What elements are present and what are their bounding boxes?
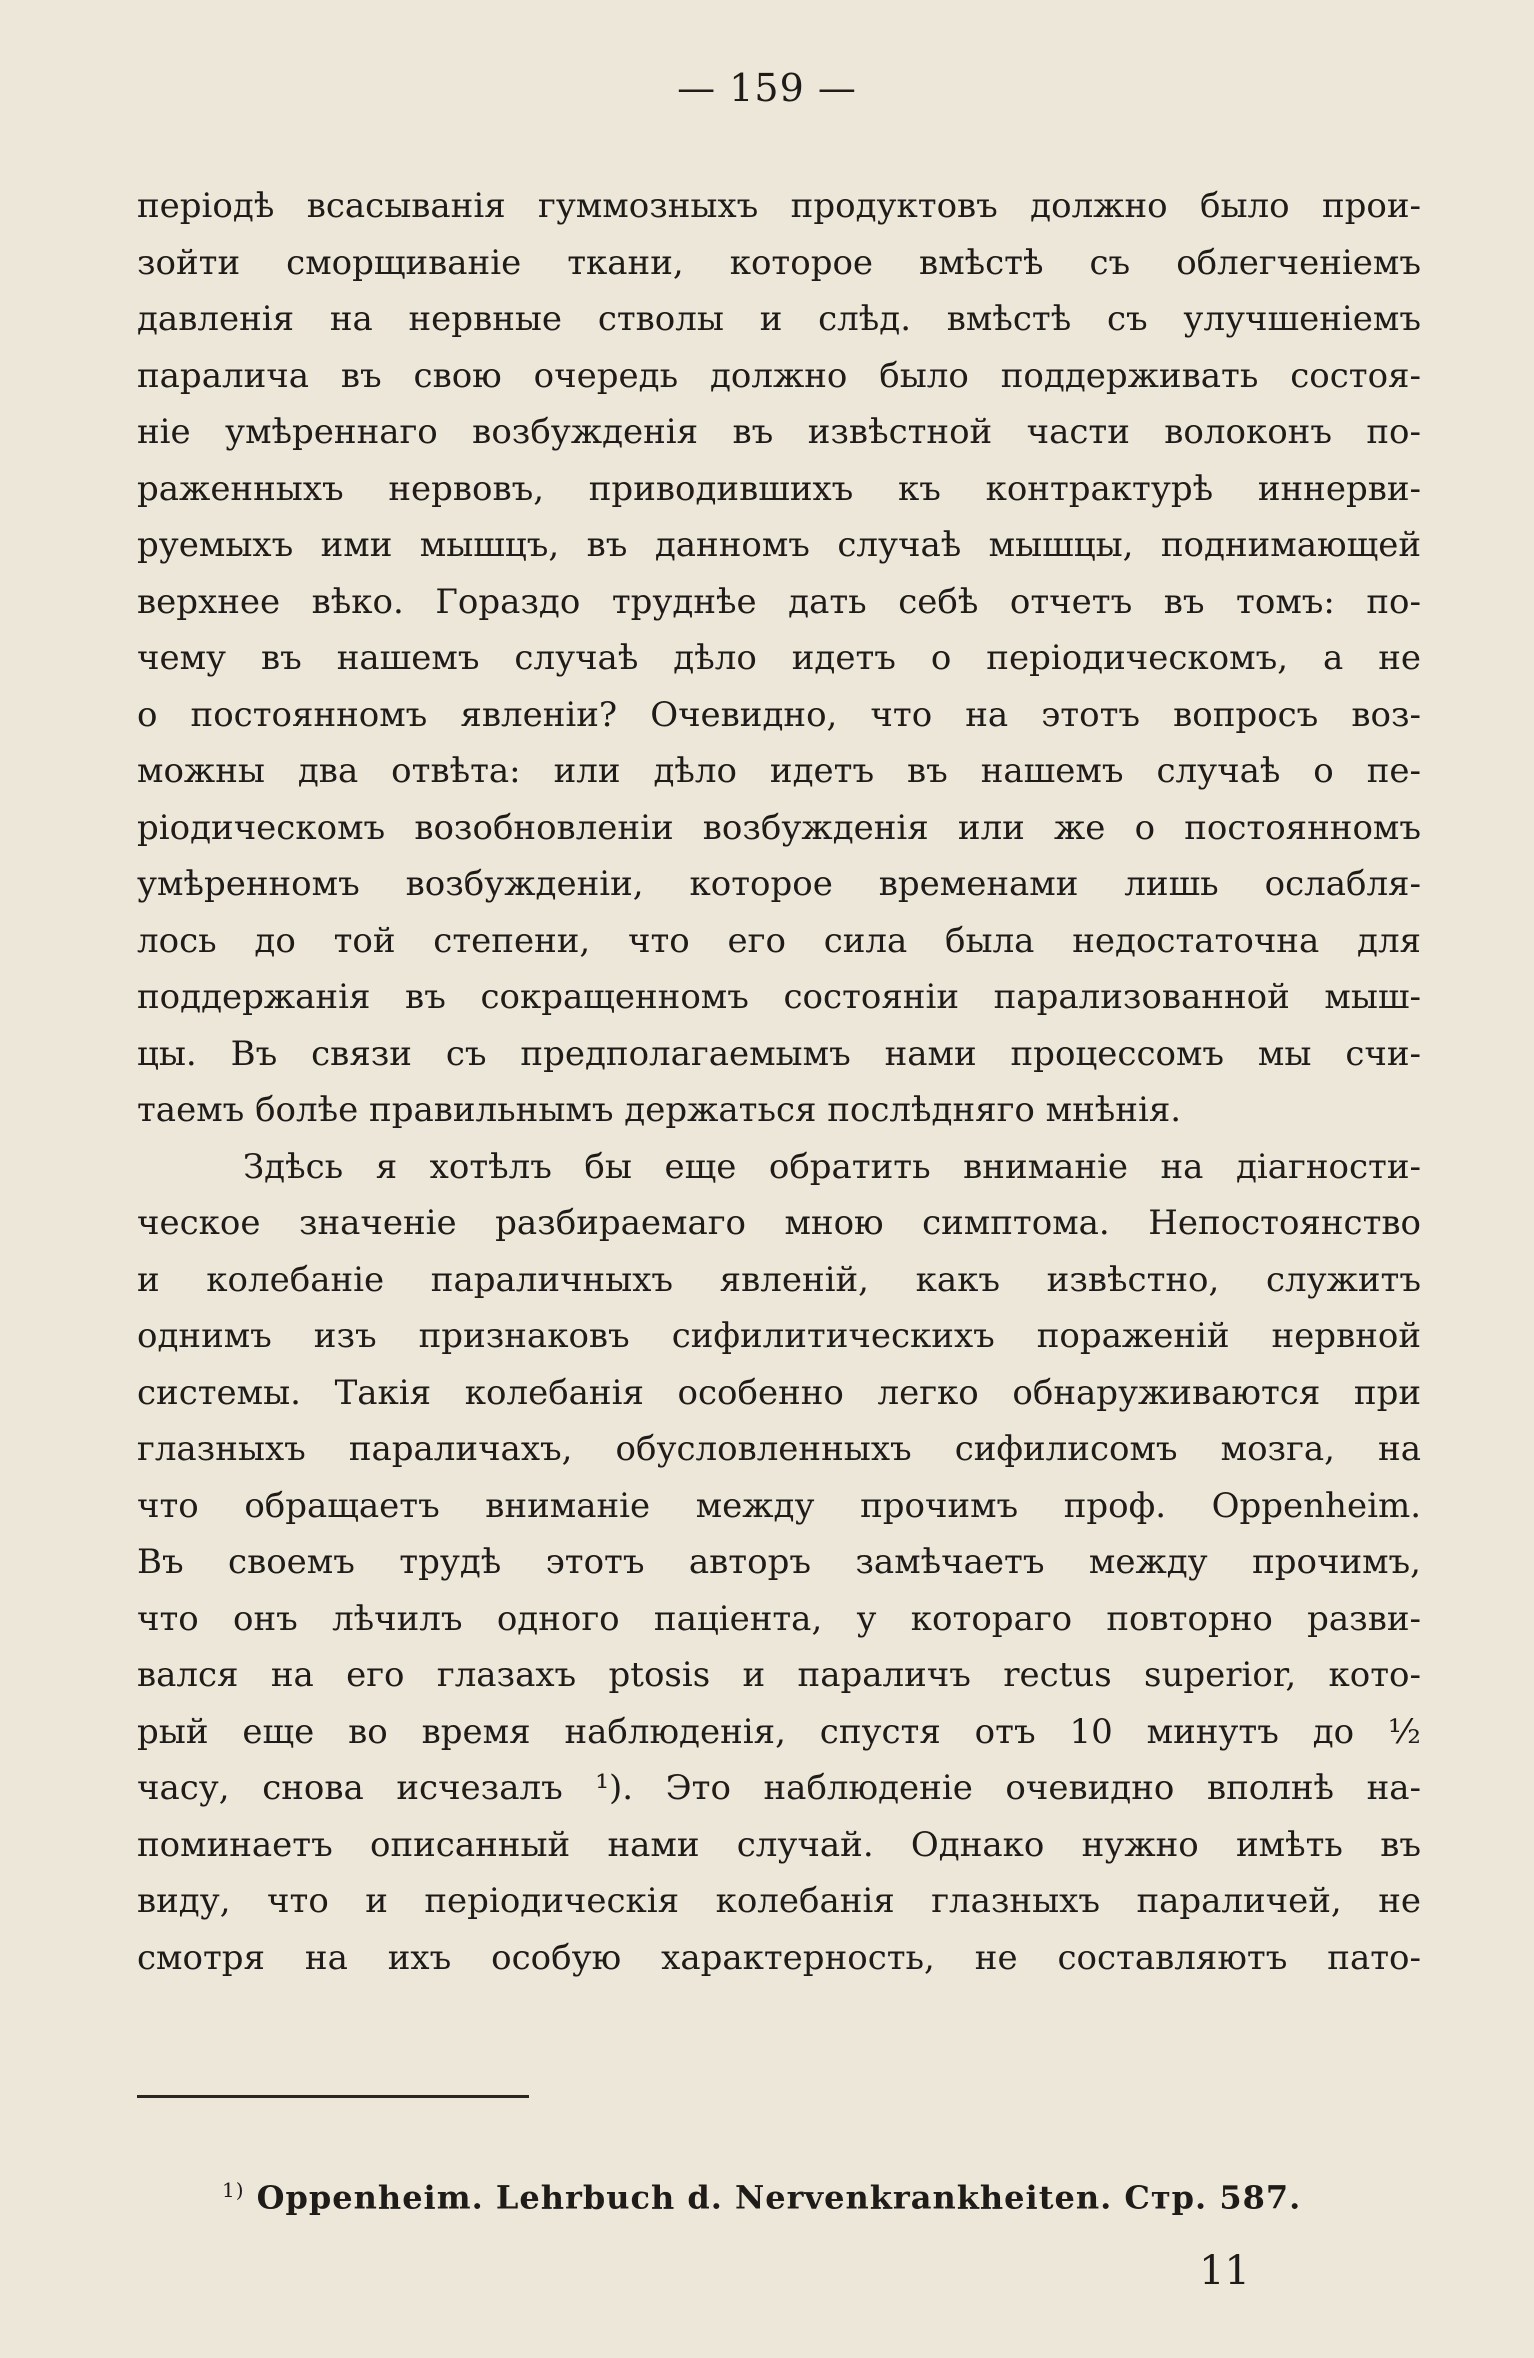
text-line: о постоянномъ явленіи? Очевидно, что на этотъ вопросъ воз- <box>137 694 1421 735</box>
paragraph-2 <box>137 1139 1421 1987</box>
signature-mark: 11 <box>1199 2248 1250 2294</box>
text-line: виду, что и періодическія колебанія глазныхъ параличей, не <box>137 1881 1421 1921</box>
text-line: вался на его глазахъ ptosis и параличъ rectus superior, кото- <box>137 1655 1421 1695</box>
text-line: что онъ лѣчилъ одного паціента, у котораго повторно разви- <box>137 1598 1421 1639</box>
text-line: раженныхъ нервовъ, приводившихъ къ контрактурѣ иннерви- <box>137 468 1421 509</box>
text-line: поминаетъ описанный нами случай. Однако нужно имѣть въ <box>137 1824 1421 1865</box>
footnote <box>222 2178 1301 2217</box>
text-line: зойти сморщиваніе ткани, которое вмѣстѣ съ облегченіемъ <box>137 242 1421 283</box>
text-line: поддержанія въ сокращенномъ состояніи парализованной мыш- <box>137 977 1421 1017</box>
footnote-marker: 1) <box>222 2178 245 2202</box>
text-line: Въ своемъ трудѣ этотъ авторъ замѣчаетъ между прочимъ, <box>137 1542 1421 1582</box>
text-line: давленія на нервные стволы и слѣд. вмѣстѣ съ улучшеніемъ <box>137 299 1421 339</box>
text-line: что обращаетъ вниманіе между прочимъ проф. Oppenheim. <box>137 1485 1421 1526</box>
page-number: — 159 — <box>677 66 857 110</box>
text-line: ріодическомъ возобновленіи возбужденія или же о постоянномъ <box>137 807 1421 848</box>
text-line: паралича въ свою очередь должно было поддерживать состоя- <box>137 355 1421 396</box>
text-line: Здѣсь я хотѣлъ бы еще обратить вниманіе на діагности- <box>243 1146 1421 1187</box>
text-line: и колебаніе параличныхъ явленій, какъ извѣстно, служитъ <box>137 1259 1421 1300</box>
text-line: ніе умѣреннаго возбужденія въ извѣстной части волоконъ по- <box>137 412 1421 452</box>
text-line: можны два отвѣта: или дѣло идетъ въ нашемъ случаѣ о пе- <box>137 751 1421 791</box>
text-line: глазныхъ параличахъ, обусловленныхъ сифилисомъ мозга, на <box>137 1429 1421 1469</box>
text-line: однимъ изъ признаковъ сифилитическихъ пораженій нервной <box>137 1316 1421 1356</box>
text-line: таемъ болѣе правильнымъ держаться послѣдняго мнѣнія. <box>137 1090 1182 1130</box>
body-text <box>137 178 1421 1986</box>
text-line: чему въ нашемъ случаѣ дѣло идетъ о періодическомъ, а не <box>137 638 1421 678</box>
text-line: лось до той степени, что его сила была недостаточна для <box>137 920 1421 961</box>
text-line: системы. Такія колебанія особенно легко обнаруживаются при <box>137 1372 1421 1413</box>
text-line: умѣренномъ возбужденіи, которое временами лишь ослабля- <box>137 864 1421 904</box>
footnote-rule <box>137 2095 529 2098</box>
text-line: ческое значеніе разбираемаго мною симптома. Непостоянство <box>137 1203 1421 1243</box>
text-line: рый еще во время наблюденія, спустя отъ 10 минутъ до ½ <box>137 1711 1421 1752</box>
text-line: часу, снова исчезалъ ¹). Это наблюденіе очевидно вполнѣ на- <box>137 1768 1421 1808</box>
paragraph-1 <box>137 178 1421 1139</box>
text-line: цы. Въ связи съ предполагаемымъ нами процессомъ мы счи- <box>137 1033 1421 1074</box>
text-line: верхнее вѣко. Гораздо труднѣе дать себѣ отчетъ въ томъ: по- <box>137 581 1421 622</box>
text-line: періодѣ всасыванія гуммозныхъ продуктовъ должно было прои- <box>137 186 1421 226</box>
footnote-text: Oppenheim. Lehrbuch d. Nervenkrankheiten. Стр. 587. <box>256 2178 1302 2217</box>
text-line: смотря на ихъ особую характерность, не составляютъ пато- <box>137 1937 1421 1978</box>
text-line: руемыхъ ими мышцъ, въ данномъ случаѣ мышцы, поднимающей <box>137 525 1421 565</box>
